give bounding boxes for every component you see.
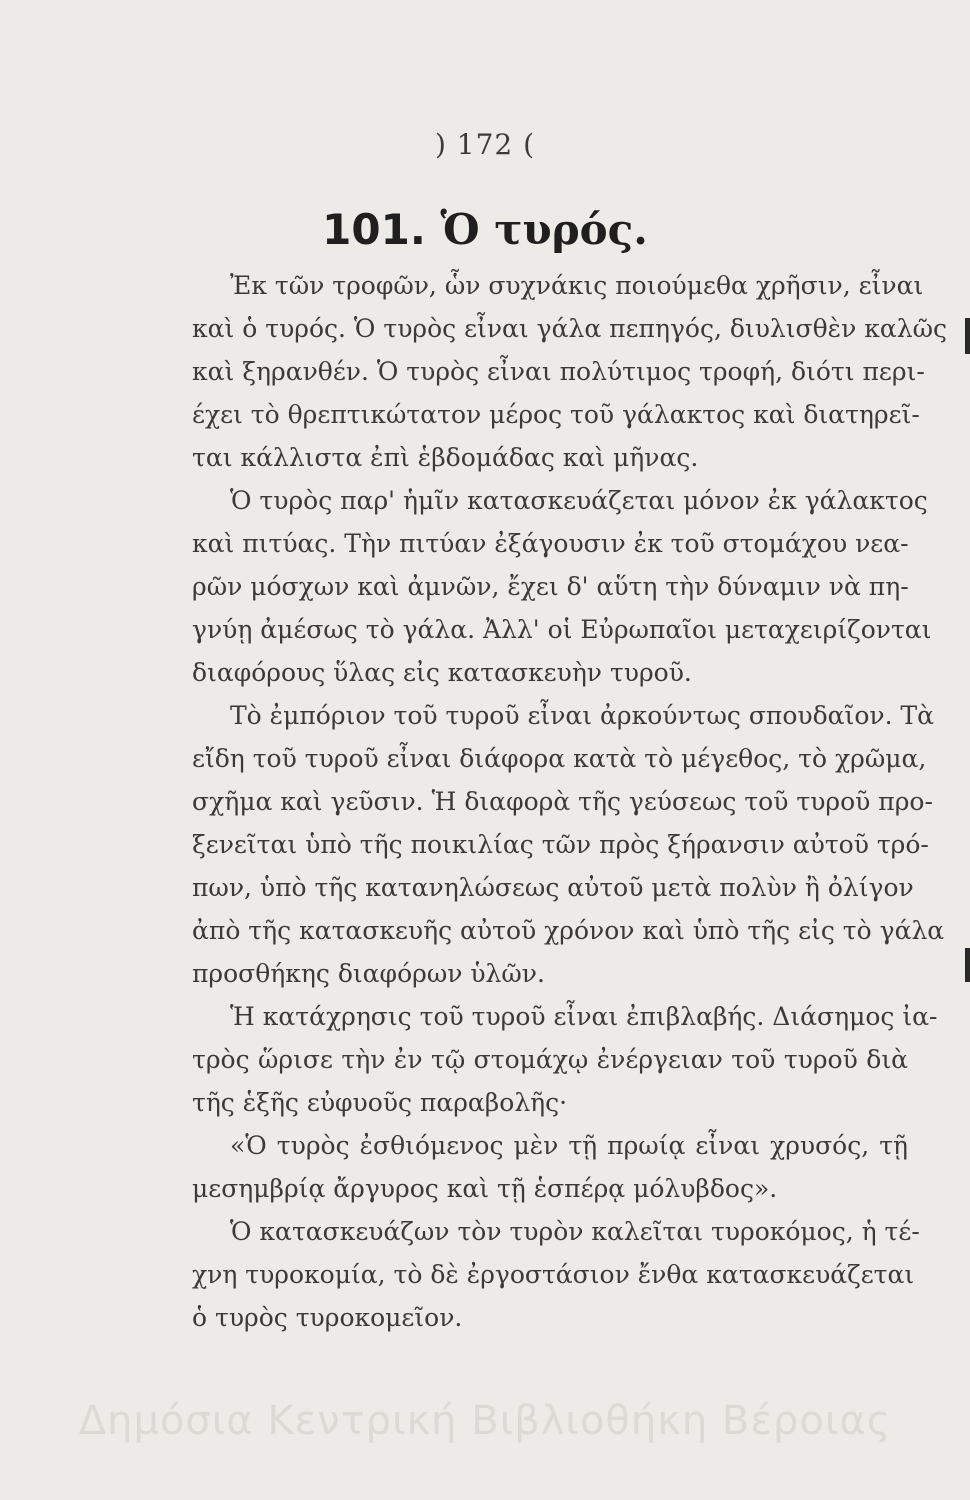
page-number: ) 172 ( (434, 128, 536, 161)
text-line: Ἐκ τῶν τροφῶν, ὧν συχνάκις ποιούμεθα χρῆσιν, εἶναι (230, 271, 924, 300)
text-line: Τὸ ἐμπόριον τοῦ τυροῦ εἶναι ἀρκούντως σπουδαῖον. Τὰ (230, 701, 935, 730)
text-line: ρῶν μόσχων καὶ ἀμνῶν, ἔχει δ' αὕτη τὴν δύναμιν νὰ πη- (192, 572, 909, 601)
text-line: Ἡ κατάχρησις τοῦ τυροῦ εἶναι ἐπιβλαβής. Διάσημος ἰα- (230, 1002, 938, 1031)
text-line: γνύῃ ἀμέσως τὸ γάλα. Ἀλλ' οἱ Εὐρωπαῖοι μεταχειρίζονται (192, 615, 932, 644)
text-line: μεσημβρίᾳ ἄργυρος καὶ τῇ ἑσπέρᾳ μόλυβδος». (192, 1174, 778, 1203)
text-line: καὶ ξηρανθέν. Ὁ τυρὸς εἶναι πολύτιμος τροφή, διότι περι- (192, 357, 925, 386)
page-edge-mark (965, 948, 970, 982)
library-watermark: Δημόσια Κεντρική Βιβλιοθήκη Βέροιας (78, 1398, 892, 1444)
section-heading (0, 205, 970, 254)
text-line: Ὁ κατασκευάζων τὸν τυρὸν καλεῖται τυροκόμος, ἡ τέ- (230, 1217, 920, 1246)
text-line: καὶ πιτύας. Τὴν πιτύαν ἐξάγουσιν ἐκ τοῦ στομάχου νεα- (192, 529, 909, 558)
text-line: ἀπὸ τῆς κατασκευῆς αὐτοῦ χρόνον καὶ ὑπὸ τῆς εἰς τὸ γάλα (192, 916, 945, 945)
text-line: «Ὁ τυρὸς ἐσθιόμενος μὲν τῇ πρωίᾳ εἶναι χρυσός, τῇ (230, 1131, 908, 1160)
section-number: 101. (322, 205, 426, 254)
text-line: ται κάλλιστα ἐπὶ ἑβδομάδας καὶ μῆνας. (192, 443, 699, 472)
text-line: ξενεῖται ὑπὸ τῆς ποικιλίας τῶν πρὸς ξήρανσιν αὐτοῦ τρό- (192, 830, 929, 859)
section-title: Ὁ τυρός. (440, 205, 648, 254)
text-line: χνη τυροκομία, τὸ δὲ ἐργοστάσιον ἔνθα κατασκευάζεται (192, 1260, 915, 1289)
text-line: έχει τὸ θρεπτικώτατον μέρος τοῦ γάλακτος καὶ διατηρεῖ- (192, 400, 920, 429)
text-line: τρὸς ὥρισε τὴν ἐν τῷ στομάχῳ ἐνέργειαν τοῦ τυροῦ διὰ (192, 1045, 908, 1074)
text-line: ὁ τυρὸς τυροκομεῖον. (192, 1303, 463, 1332)
page-edge-mark (965, 318, 970, 354)
text-line: εἴδη τοῦ τυροῦ εἶναι διάφορα κατὰ τὸ μέγεθος, τὸ χρῶμα, (192, 744, 927, 773)
text-line: προσθήκης διαφόρων ὑλῶν. (192, 959, 545, 988)
text-line: πων, ὑπὸ τῆς κατανηλώσεως αὐτοῦ μετὰ πολὺν ἢ ὀλίγον (192, 873, 914, 902)
text-line: διαφόρους ὕλας εἰς κατασκευὴν τυροῦ. (192, 658, 692, 687)
text-line: τῆς ἑξῆς εὐφυοῦς παραβολῆς· (192, 1088, 568, 1117)
text-line: σχῆμα καὶ γεῦσιν. Ἡ διαφορὰ τῆς γεύσεως τοῦ τυροῦ προ- (192, 787, 933, 816)
text-line: καὶ ὁ τυρός. Ὁ τυρὸς εἶναι γάλα πεπηγός, διυλισθὲν καλῶς (192, 314, 947, 343)
text-line: Ὁ τυρὸς παρ' ἡμῖν κατασκευάζεται μόνον ἐκ γάλακτος (230, 486, 928, 515)
body-text (192, 264, 947, 1339)
